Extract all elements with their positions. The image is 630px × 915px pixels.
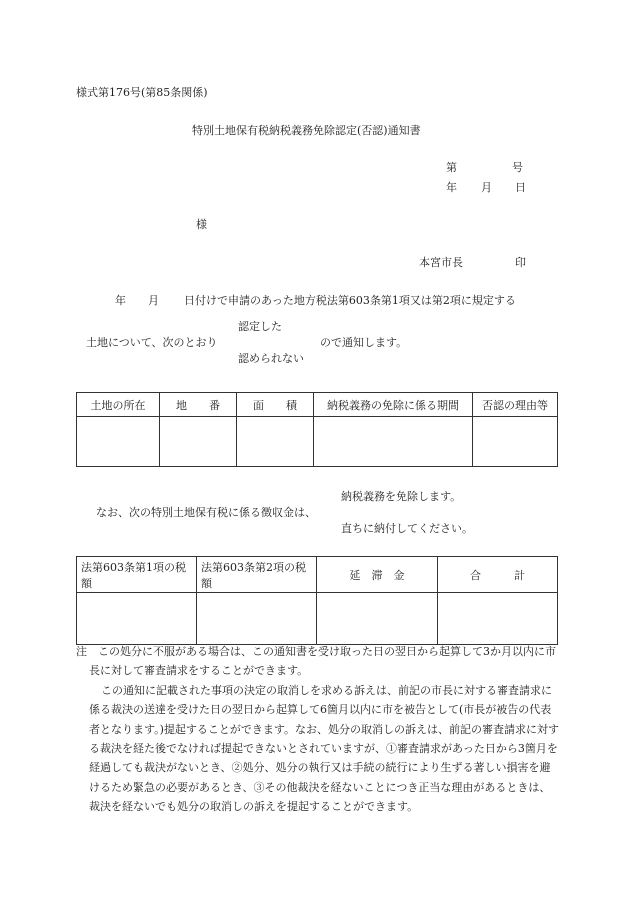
cell-area[interactable] [237,417,314,467]
option-exempt: 納税義務を免除します。 [341,490,462,503]
cell-total[interactable] [438,593,558,645]
header-late-charge: 延 滞 金 [317,557,438,593]
cell-tax-603-1[interactable] [77,593,197,645]
cell-tax-603-2[interactable] [197,593,317,645]
date-year: 年 [446,181,457,194]
body-year: 年 [115,294,126,307]
ref-dai: 第 [446,161,457,174]
document-title: 特別土地保有税納税義務免除認定(否認)通知書 [192,124,421,137]
collection-prefix: なお、次の特別土地保有税に係る徴収金は、 [96,506,316,519]
body-line2-prefix: 土地について、次のとおり [86,336,218,349]
cell-denial-reason[interactable] [473,417,558,467]
header-area: 面 積 [237,393,314,417]
cell-late-charge[interactable] [317,593,438,645]
note-appeal: 注 この処分に不服がある場合は、この通知書を受け取った日の翌日から起算して3か月以内に市長に対して審査請求をすることができます。 [76,645,556,678]
cell-lot-number[interactable] [160,417,237,467]
date-day: 日 [515,181,526,194]
cell-exemption-period[interactable] [314,417,473,467]
header-tax-603-2: 法第603条第2項の税額 [197,557,317,593]
header-total: 合 計 [438,557,558,593]
header-exemption-period: 納税義務の免除に係る期間 [314,393,473,417]
issuer-name: 本宮市長 [419,256,463,269]
ref-go: 号 [512,161,523,174]
cell-land-location[interactable] [77,417,160,467]
header-denial-reason: 否認の理由等 [473,393,558,417]
form-number: 様式第176号(第85条関係) [76,86,208,99]
option-not-recognized: 認められない [238,352,304,365]
option-recognized: 認定した [238,320,282,333]
issuer-seal: 印 [515,256,526,269]
date-month: 月 [481,181,492,194]
header-tax-603-1: 法第603条第1項の税額 [77,557,197,593]
header-lot-number: 地 番 [160,393,237,417]
note-lawsuit: この通知に記載された事項の決定の取消しを求める訴えは、前記の市長に対する審査請求に係る裁決の送達を受けた日の翌日から起算して6箇月以内に市を被告として(市長が被告の代表者となります。)提起することができます。なお、処分の取消しの訴えは、前記の審査請求に対する裁決を経た後でなければ提起できないとされていますが、①審査請求があった日から3箇月を経過しても裁決がないとき、②処分、処分の執行又は手続の続行により生ずる著しい損害を避けるため緊急の必要があるとき、③その他裁決を経ないことにつき正当な理由があるときは、裁決を経ないでも処分の取消しの訴えを提起することができます。 [89,683,560,814]
addressee-suffix: 様 [196,218,207,231]
land-table [76,392,558,467]
header-land-location: 土地の所在 [77,393,160,417]
option-pay-now: 直ちに納付してください。 [341,522,473,535]
notes-section [76,642,560,817]
body-line1: 日付けで申請のあった地方税法第603条第1項又は第2項に規定する [184,294,516,307]
body-month: 月 [148,294,159,307]
body-line2-suffix: ので通知します。 [320,336,408,349]
tax-table [76,556,558,645]
